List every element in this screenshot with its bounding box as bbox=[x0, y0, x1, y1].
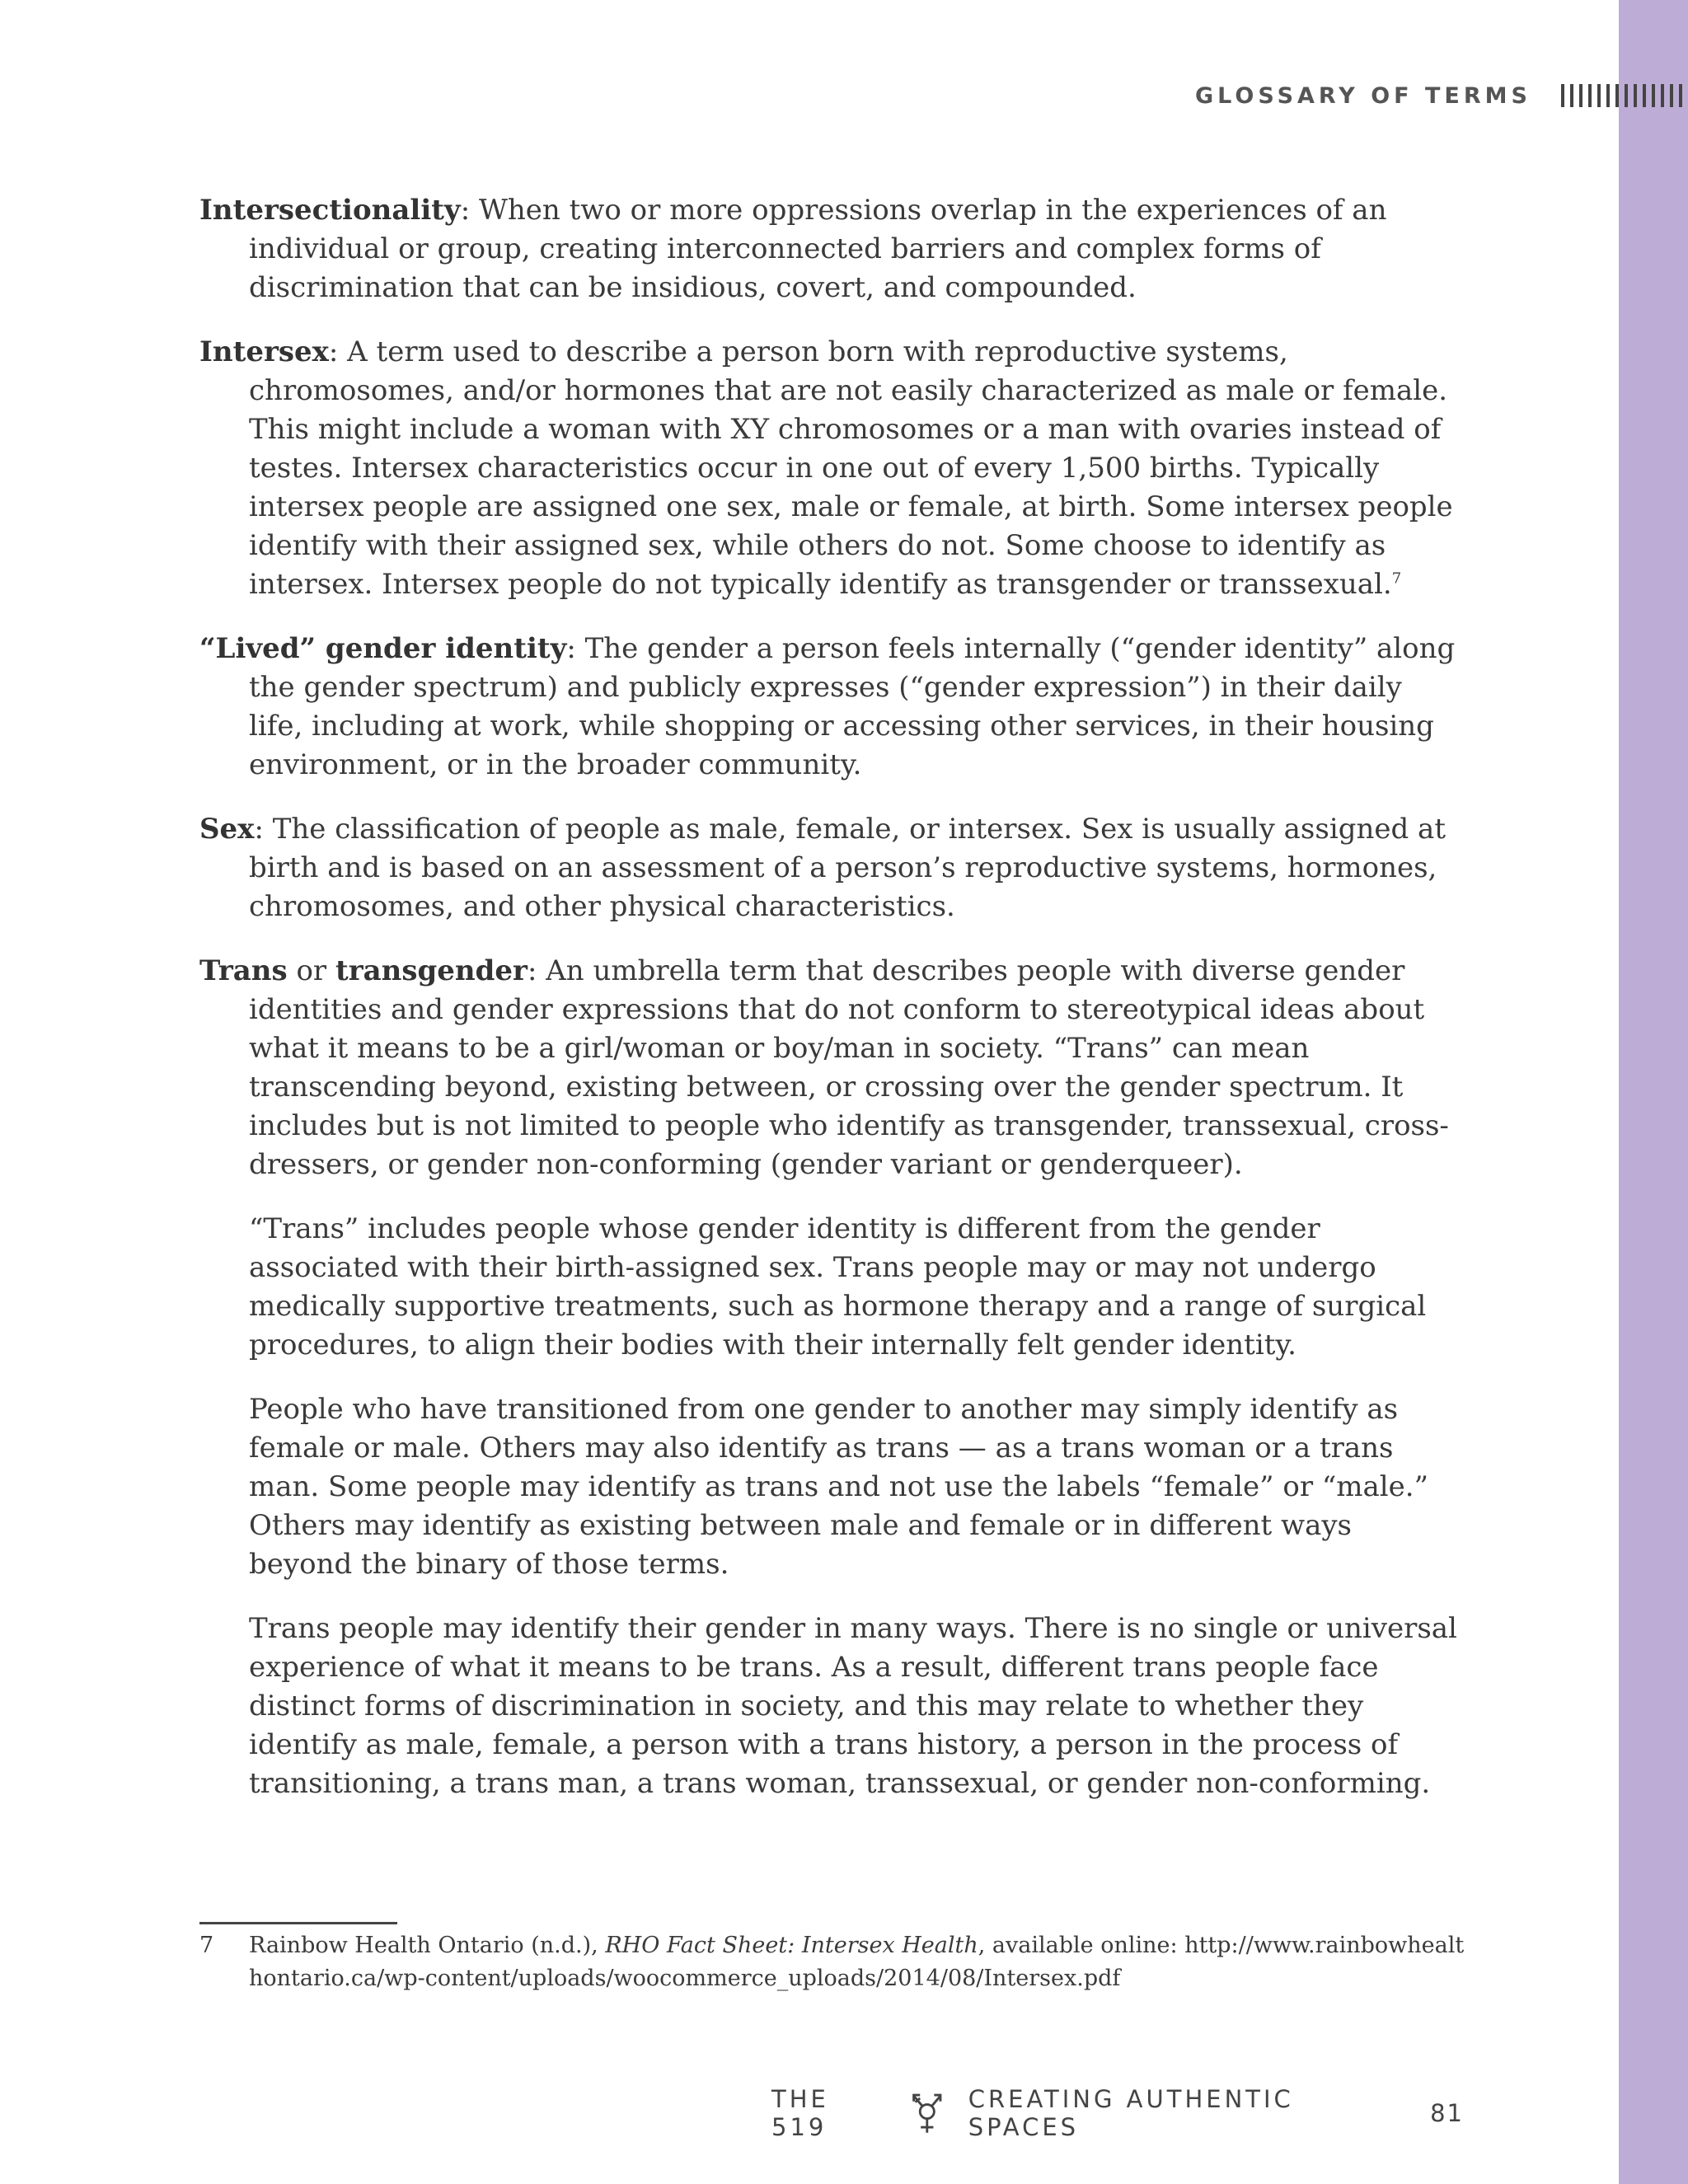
page-header bbox=[1137, 79, 1688, 112]
page-footer bbox=[771, 2085, 1464, 2141]
entry-definition bbox=[199, 333, 1461, 604]
footnote-reference[interactable]: 7 bbox=[1391, 569, 1402, 588]
entry-definition bbox=[199, 630, 1461, 785]
entry-paragraph: Trans people may identify their gender in many ways. There is no single or universal experience of what it means to be trans. As a result, different trans people face distinct forms of discrimination in society, and this may relate to whether they identify as male, female, a person with a trans history, a person in the process of transitioning, a trans man, a trans woman, transsexual, or gender non-conforming. bbox=[249, 1612, 1457, 1800]
glossary-content bbox=[199, 191, 1461, 1829]
entry-connector: or bbox=[287, 954, 335, 987]
glossary-entry-sex bbox=[199, 810, 1461, 926]
glossary-entry-intersectionality bbox=[199, 191, 1461, 307]
footnote-source: Rainbow Health Ontario (n.d.), bbox=[249, 1933, 606, 1958]
section-title: GLOSSARY OF TERMS bbox=[1195, 82, 1531, 109]
side-color-band bbox=[1619, 0, 1688, 2184]
entry-term: Trans bbox=[199, 954, 288, 987]
entry-text: : A term used to describe a person born with reproductive systems, chromosomes, and/or hormones that are not easily characterized as male or female. This might include a woman with XY chromosomes or a man with ovaries instead of testes. Intersex characteristics occur in one out of every 1,500 births. Typically intersex people are assigned one sex, male or female, at birth. Some intersex people identify with their assigned sex, while others do not. Some choose to identify as intersex. Intersex people do not typically identify as transgender or transsexual. bbox=[249, 335, 1453, 601]
entry-text: : An umbrella term that describes people with diverse gender identities and gender expressions that do not conform to stereotypical ideas about what it means to be a girl/woman or boy/man in society. “Trans” can mean transcending beyond, existing between, or crossing over the gender spectrum. It includes but is not limited to people who identify as transgender, transsexual, cross-dressers, or gender non-conforming (gender variant or genderqueer). bbox=[249, 954, 1449, 1181]
entry-paragraph: People who have transitioned from one gender to another may simply identify as female or male. Others may also identify as trans — as a trans woman or a trans man. Some people may identify as trans and not use the labels “female” or “male.” Others may identify as existing between male and female or in different ways beyond the binary of those terms. bbox=[249, 1393, 1428, 1581]
page-number: 81 bbox=[1430, 2099, 1464, 2127]
footnote-number: 7 bbox=[199, 1933, 214, 1958]
glossary-entry-intersex bbox=[199, 333, 1461, 604]
footnote-divider bbox=[199, 1922, 397, 1924]
entry-term-alt: transgender bbox=[335, 954, 528, 987]
header-tick-marks bbox=[1561, 84, 1688, 107]
entry-definition bbox=[199, 810, 1461, 926]
glossary-entry-lived-gender-identity bbox=[199, 630, 1461, 785]
footer-document-title: CREATING AUTHENTIC SPACES bbox=[968, 2085, 1294, 2141]
entry-definition bbox=[199, 191, 1461, 307]
entry-term: Intersex bbox=[199, 335, 329, 368]
entry-text: : When two or more oppressions overlap in the experiences of an individual or group, creating interconnected barriers and complex forms of discrimination that can be insidious, covert, and compounded. bbox=[249, 194, 1387, 304]
entry-paragraph: “Trans” includes people whose gender identity is different from the gender associated with their birth-assigned sex. Trans people may or may not undergo medically supportive treatments, such as hormone therapy and a range of surgical procedures, to align their bodies with their internally felt gender identity. bbox=[249, 1212, 1427, 1361]
footnote-url-text[interactable]: , available online: http://www.rainbowhealthontario.ca/wp-content/uploads/woocommerce_uploads/2014/08/Intersex.pdf bbox=[249, 1933, 1465, 1991]
entry-text: : The classification of people as male, female, or intersex. Sex is usually assigned at birth and is based on an assessment of a person’s reproductive systems, hormones, chromosomes, and other physical characteristics. bbox=[249, 813, 1446, 923]
entry-term: “Lived” gender identity bbox=[199, 632, 567, 665]
entry-text: : The gender a person feels internally (“gender identity” along the gender spectrum) and publicly expresses (“gender expression”) in their daily life, including at work, while shopping or accessing other services, in their housing environment, or in the broader community. bbox=[249, 632, 1456, 781]
footnote bbox=[199, 1929, 1469, 1995]
footnote-source-title: RHO Fact Sheet: Intersex Health bbox=[605, 1933, 978, 1958]
transgender-symbol-icon bbox=[907, 2090, 947, 2136]
glossary-entry-trans bbox=[199, 952, 1461, 1803]
entry-definition bbox=[199, 952, 1461, 1184]
entry-term: Sex bbox=[199, 813, 255, 846]
footnote-text bbox=[199, 1929, 1469, 1995]
footer-org: THE 519 bbox=[771, 2085, 829, 2141]
entry-term: Intersectionality bbox=[199, 194, 461, 227]
